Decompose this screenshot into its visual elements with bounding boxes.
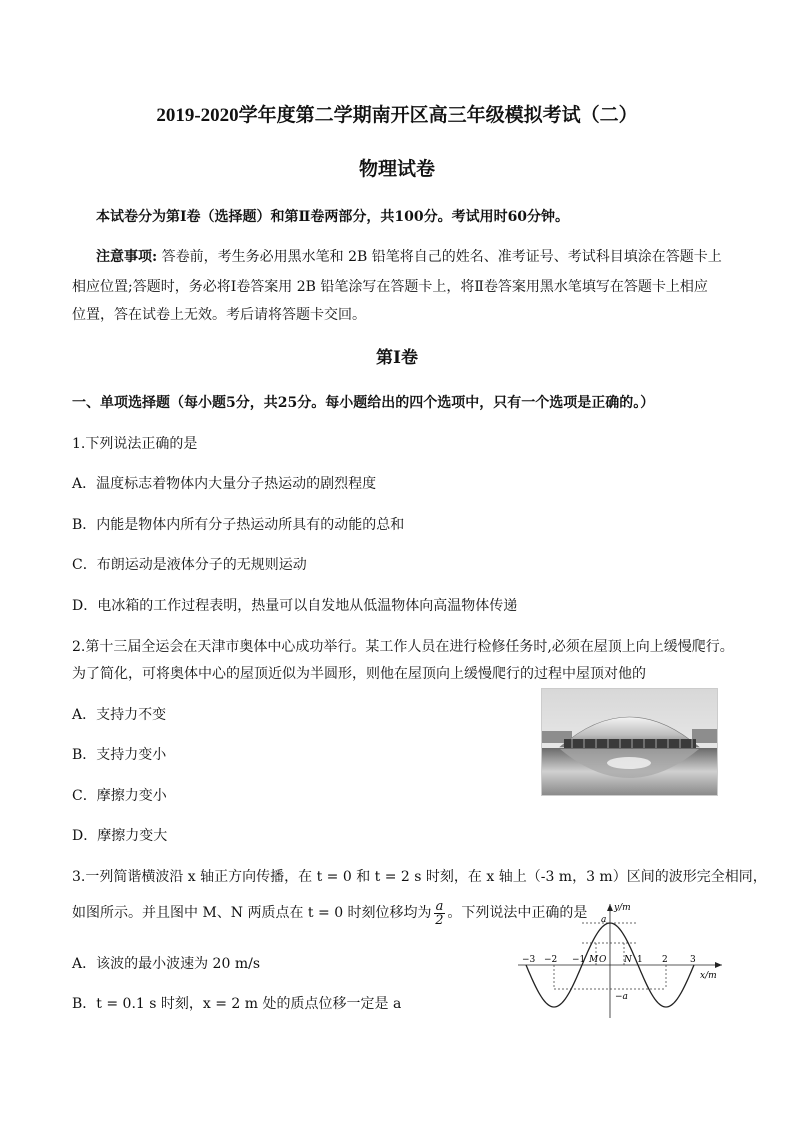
q1-option-b: B．内能是物体内所有分子热运动所具有的动能的总和 xyxy=(72,517,405,533)
q1-option-a: A．温度标志着物体内大量分子热运动的剧烈程度 xyxy=(72,476,377,492)
q1-stem: 1.下列说法正确的是 xyxy=(72,436,198,452)
fraction-denominator: 2 xyxy=(435,912,444,928)
neg-amplitude-label: −a xyxy=(615,992,628,1002)
q3-stem-text-before: 如图所示。并且图中 M、N 两质点在 t = 0 时刻位移均为 xyxy=(72,905,432,921)
notice-line-2: 相应位置;答题时，务必将Ⅰ卷答案用 2B 铅笔涂写在答题卡上，将Ⅱ卷答案用黑水笔填写在答题卡上相应 xyxy=(72,279,708,295)
wave-graph xyxy=(510,898,730,1023)
fraction-numerator: a xyxy=(435,898,444,914)
y-axis-arrow xyxy=(607,904,613,911)
stadium-photo-illustration xyxy=(542,689,717,795)
exam-structure-note: 本试卷分为第Ⅰ卷（选择题）和第Ⅱ卷两部分，共100分。考试用时60分钟。 xyxy=(96,209,570,225)
wave-graph-svg xyxy=(510,898,730,1023)
notice-label: 注意事项: xyxy=(96,249,158,265)
y-axis-label: y/m xyxy=(614,903,631,913)
exam-title: 2019-2020学年度第二学期南开区高三年级模拟考试（二） xyxy=(156,105,638,126)
stadium-photo xyxy=(541,688,718,796)
fraction-a-over-2 xyxy=(434,900,446,927)
q2-stem-line-2: 为了简化，可将奥体中心的屋顶近似为半圆形，则他在屋顶向上缓慢爬行的过程中屋顶对他的 xyxy=(72,666,646,682)
tick-label-neg3: −3 xyxy=(522,955,536,965)
point-m-label: M xyxy=(589,955,599,965)
tick-label-1: 1 xyxy=(637,955,643,965)
x-axis-arrow xyxy=(715,962,722,968)
amplitude-label: a xyxy=(601,915,607,925)
tick-label-neg1: −1 xyxy=(572,955,586,965)
x-axis-label: x/m xyxy=(700,971,717,981)
origin-label: O xyxy=(599,955,607,965)
q3-stem-line-1: 3.一列简谐横波沿 x 轴正方向传播，在 t = 0 和 t = 2 s 时刻，在 x 轴上（-3 m，3 m）区间的波形完全相同， xyxy=(72,869,767,885)
q1-option-d: D．电冰箱的工作过程表明，热量可以自发地从低温物体向高温物体传递 xyxy=(72,598,518,614)
tick-label-2: 2 xyxy=(662,955,668,965)
q3-stem-text-after: 。下列说法中正确的是 xyxy=(447,905,588,921)
q2-option-c: C．摩擦力变小 xyxy=(72,788,167,804)
q2-stem-line-1: 2.第十三届全运会在天津市奥体中心成功举行。某工作人员在进行检修任务时,必须在屋顶上向上缓慢爬行。 xyxy=(72,639,734,655)
point-n-label: N xyxy=(624,955,632,965)
notice-text-1: 答卷前，考生务必用黑水笔和 2B 铅笔将自己的姓名、准考证号、考试科目填涂在答题卡上 xyxy=(157,249,722,265)
q2-option-b: B．支持力变小 xyxy=(72,747,167,763)
notice-line-1 xyxy=(96,246,722,266)
tick-label-neg2: −2 xyxy=(544,955,558,965)
q2-option-d: D．摩擦力变大 xyxy=(72,828,168,844)
section-heading: 一、单项选择题（每小题5分，共25分。每小题给出的四个选项中，只有一个选项是正确的。） xyxy=(72,395,655,411)
q3-option-a: A．该波的最小波速为 20 m/s xyxy=(72,956,261,972)
q1-option-c: C．布朗运动是液体分子的无规则运动 xyxy=(72,557,307,573)
q2-option-a: A．支持力不变 xyxy=(72,707,167,723)
notice-line-3: 位置，答在试卷上无效。考后请将答题卡交回。 xyxy=(72,307,366,323)
exam-subject: 物理试卷 xyxy=(358,158,435,180)
q3-option-b: B．t = 0.1 s 时刻，x = 2 m 处的质点位移一定是 a xyxy=(72,996,402,1012)
tick-label-3: 3 xyxy=(690,955,696,965)
section-title: 第Ⅰ卷 xyxy=(376,348,418,368)
